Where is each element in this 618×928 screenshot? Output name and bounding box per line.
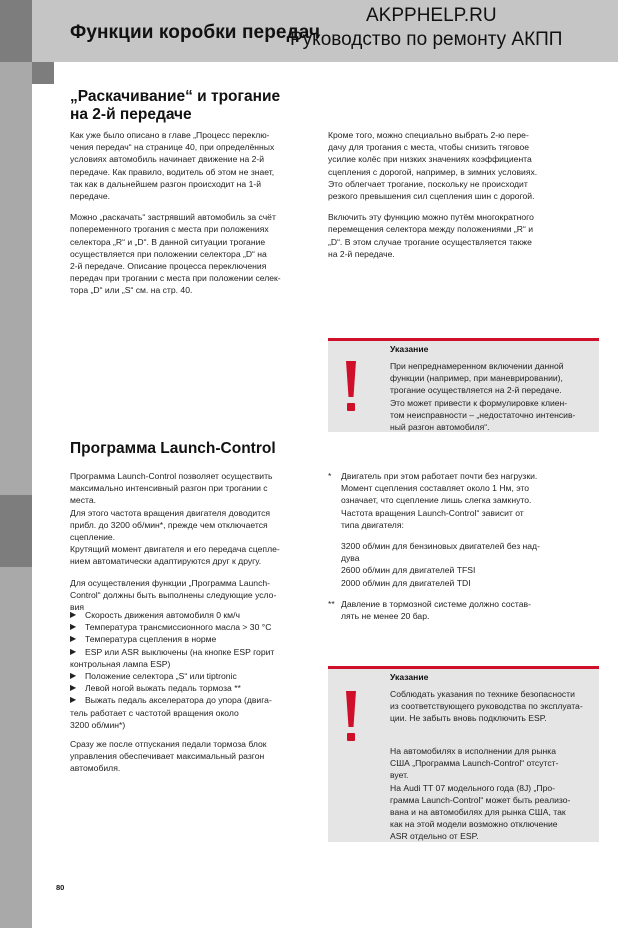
note-box-unintended [328, 338, 599, 432]
bullet-triangle-icon: ▶ [70, 671, 77, 681]
note-text: При непреднамеренном включении данной функции (например, при маневрировании), трогание осуществляется на 2-й передаче. Это может привести к формулировке клиен- том неисправности – „недостаточно интенсив- ный разгон автомобиля“. [390, 361, 576, 433]
section-heading-launch-control: Программа Launch-Control [70, 440, 276, 457]
list-item: ▶ Температура трансмиссионного масла > 30 °C [70, 622, 272, 633]
left-margin-tab-middle [0, 495, 32, 567]
note-box-launch-control [328, 666, 599, 842]
page-title: Функции коробки передач [70, 22, 321, 43]
list-item: ▶ Левой ногой выжать педаль тормоза ** [70, 683, 241, 694]
left-margin-bar [0, 0, 32, 928]
note-label: Указание [390, 672, 429, 682]
left-margin-tab-top [0, 0, 32, 62]
section-heading-rocking: „Раскачивание“ и трогание на 2-й передаче [70, 88, 281, 123]
exclamation-icon [342, 689, 360, 747]
list-item: ▶ Скорость движения автомобиля 0 км/ч [70, 610, 240, 620]
bullet-triangle-icon: ▶ [70, 683, 77, 693]
footnote-double-star-text: Давление в тормозной системе должно состав- лять не менее 20 бар. [341, 599, 531, 622]
watermark-caption: Руководство по ремонту АКПП [290, 29, 563, 50]
list-item: ▶ Выжать педаль акселератора до упора (двига- [70, 695, 272, 706]
list-item-continuation: тель работает с частотой вращения около [70, 707, 239, 718]
footnote-star-mark: * [328, 471, 332, 481]
footnote-star-text: Двигатель при этом работает почти без нагрузки. Момент сцепления составляет около 1 Нм, это означает, что сцепление лишь слегка замкнуто. Частота вращения Launch-Control“ зависит от типа двигателя: 3200 об/мин для бензиновых двигателей без над- дува 2600 об/мин для двигателей TFSI 2000 об/мин для двигателей TDI [341, 471, 540, 588]
note-text-usa-market: На автомобилях в исполнении для рынка США „Программа Launch-Control“ отсутст- вует. На Audi TT 07 модельного года (8J) „Про- грамма Launch-Control“ может быть реализо- вана и на автомобилях для рынка США, так как на этой модели возможно отключение ASR отдельно от ESP. [390, 746, 571, 842]
rocking-right-text: Кроме того, можно специально выбрать 2-ю пере- дачу для трогания с места, чтобы снизить тяговое усилие колёс при низких значениях коэффициента сцепления с дорогой, например, в зимних условиях. Это облегчает трогание, поскольку не происходит резкого превышения сил сцепления шин с дорогой. Включить эту функцию можно путём многократного перемещения селектора между положениями „R“ и „D“. В этом случае трогание осуществляется также на 2-й передаче. [328, 130, 538, 259]
list-item: ▶ Температура сцепления в норме [70, 634, 217, 645]
corner-block [32, 62, 54, 84]
list-item-continuation: 3200 об/мин*) [70, 719, 126, 730]
bullet-triangle-icon: ▶ [70, 646, 77, 656]
list-item: ▶ Положение селектора „S“ или tiptronic [70, 671, 237, 682]
launch-control-result-text: Сразу же после отпускания педали тормоза блок управления обеспечивает максимальный разгон автомобиля. [70, 739, 267, 774]
launch-control-intro-text: Программа Launch-Control позволяет осуществить максимально интенсивный разгон при трогании с места. Для этого частота вращения двигателя доводится прибл. до 3200 об/мин*, прежде чем отключается сцепление. Крутящий момент двигателя и его передача сцепле- нием автоматически адаптируются друг к другу. Для осуществления функции „Программа Launch- Control“ должны быть выполнены следующие усло- вия [70, 471, 280, 613]
rocking-left-text: Как уже было описано в главе „Процесс переклю- чения передач“ на странице 40, при определённых условиях автомобиль начинает движение на 2-й передаче. Как правило, водитель об этом не знает, так как в дальнейшем разгон происходит на 1-й передаче. Можно „раскачать“ застрявший автомобиль за счёт попеременного трогания с места при положениях селектора „R“ и „D“. В данной ситуации трогание осуществляется при положении селектора „D“ на 2-й передаче. Описание процесса переключения передач при трогании с места при положении селек- тора „D“ или „S“ см. на стр. 40. [70, 130, 281, 296]
conditions-list [70, 609, 274, 731]
bullet-triangle-icon: ▶ [70, 695, 77, 705]
footnote-double-star-mark: ** [328, 599, 335, 609]
note-label: Указание [390, 344, 429, 354]
exclamation-icon [342, 359, 360, 417]
bullet-triangle-icon: ▶ [70, 610, 77, 619]
note-text-safety: Соблюдать указания по технике безопасности из соответствующего руководства по эксплуата- ции. Не забыть вновь подключить ESP. [390, 689, 583, 724]
watermark-site: AKPPHELP.RU [366, 5, 497, 26]
bullet-triangle-icon: ▶ [70, 634, 77, 644]
list-item: ▶ ESP или ASR выключены (на кнопке ESP горит [70, 646, 275, 657]
list-item-continuation: контрольная лампа ESP) [70, 658, 171, 669]
page-number: 80 [56, 883, 65, 892]
bullet-triangle-icon: ▶ [70, 622, 77, 632]
